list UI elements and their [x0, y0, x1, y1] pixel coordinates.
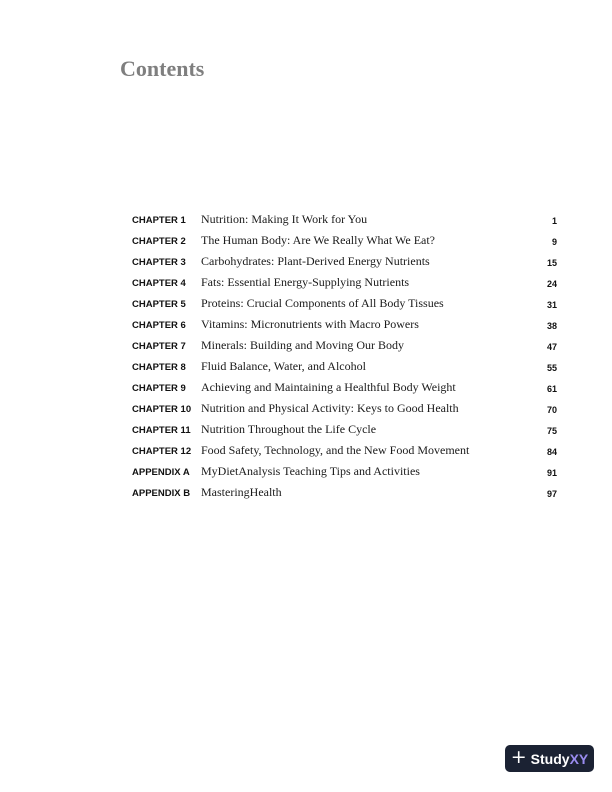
toc-entry-title: The Human Body: Are We Really What We Eat?	[201, 233, 436, 247]
toc-entry[interactable]	[132, 254, 560, 275]
toc-entry[interactable]	[132, 296, 560, 317]
toc-entry-title: Fluid Balance, Water, and Alcohol	[201, 359, 366, 373]
toc-entry-page: 31	[546, 300, 557, 310]
toc-entry-page: 84	[546, 447, 557, 457]
toc-entry[interactable]	[132, 275, 560, 296]
toc-entry-label: CHAPTER 6	[132, 320, 186, 331]
toc-entry-page: 9	[551, 237, 557, 247]
toc-entry-title: Proteins: Crucial Components of All Body Tissues	[201, 296, 444, 310]
toc-entry-title: Food Safety, Technology, and the New Food Movement	[201, 443, 470, 457]
toc-entry-label: CHAPTER 12	[132, 446, 192, 457]
toc-entry-label: CHAPTER 8	[132, 362, 186, 373]
toc-entry-page: 1	[551, 216, 557, 226]
toc-entry[interactable]	[132, 317, 560, 338]
badge-text-main: Study	[530, 750, 570, 767]
toc-entry-label: CHAPTER 3	[132, 257, 186, 268]
toc-entry-title: Carbohydrates: Plant-Derived Energy Nutrients	[201, 254, 430, 268]
toc-entry-label: CHAPTER 2	[132, 236, 186, 247]
toc-entry-page: 91	[546, 468, 557, 478]
toc-entry[interactable]	[132, 464, 560, 485]
toc-entry-page: 15	[546, 258, 557, 268]
toc-entry-title: MasteringHealth	[201, 485, 282, 499]
toc-entry-label: CHAPTER 5	[132, 299, 186, 310]
toc-entry-page: 47	[546, 342, 557, 352]
toc-entry-title: Nutrition Throughout the Life Cycle	[201, 422, 377, 436]
toc-entry-label: APPENDIX A	[132, 467, 190, 478]
toc-entry-title: Vitamins: Micronutrients with Macro Powers	[201, 317, 419, 331]
badge-text-accent: XY	[569, 750, 589, 767]
toc-entry-title: MyDietAnalysis Teaching Tips and Activities	[201, 464, 420, 478]
toc-entry-label: CHAPTER 7	[132, 341, 186, 352]
toc-entry-label: CHAPTER 11	[132, 425, 191, 436]
toc-entry-page: 70	[546, 405, 557, 415]
toc-entry[interactable]	[132, 443, 560, 464]
toc-entry-page: 61	[546, 384, 557, 394]
badge-label	[531, 751, 589, 767]
toc-entry-label: CHAPTER 9	[132, 383, 186, 394]
toc-entry-title: Minerals: Building and Moving Our Body	[201, 338, 404, 352]
toc-entry-page: 75	[546, 426, 557, 436]
toc-entry[interactable]	[132, 212, 560, 233]
toc-entry-title: Nutrition and Physical Activity: Keys to Good Health	[201, 401, 459, 415]
toc-entry-page: 38	[546, 321, 557, 331]
table-of-contents	[132, 212, 560, 506]
toc-entry[interactable]	[132, 401, 560, 422]
toc-entry-label: CHAPTER 1	[132, 215, 186, 226]
toc-entry[interactable]	[132, 422, 560, 443]
toc-entry-label: CHAPTER 4	[132, 278, 186, 289]
studyxy-badge[interactable]	[505, 745, 594, 772]
toc-entry-page: 55	[546, 363, 557, 373]
plus-icon: +	[510, 746, 527, 768]
toc-entry[interactable]	[132, 233, 560, 254]
toc-entry-title: Achieving and Maintaining a Healthful Body Weight	[201, 380, 456, 394]
toc-entry-label: CHAPTER 10	[132, 404, 192, 415]
toc-entry-title: Nutrition: Making It Work for You	[201, 212, 368, 226]
toc-entry[interactable]	[132, 380, 560, 401]
toc-entry-page: 24	[546, 279, 557, 289]
toc-entry-title: Fats: Essential Energy-Supplying Nutrients	[201, 275, 410, 289]
toc-entry[interactable]	[132, 485, 560, 506]
page-title: Contents	[120, 56, 205, 81]
toc-entry[interactable]	[132, 359, 560, 380]
toc-entry[interactable]	[132, 338, 560, 359]
toc-entry-page: 97	[546, 489, 557, 499]
toc-entry-label: APPENDIX B	[132, 488, 191, 499]
